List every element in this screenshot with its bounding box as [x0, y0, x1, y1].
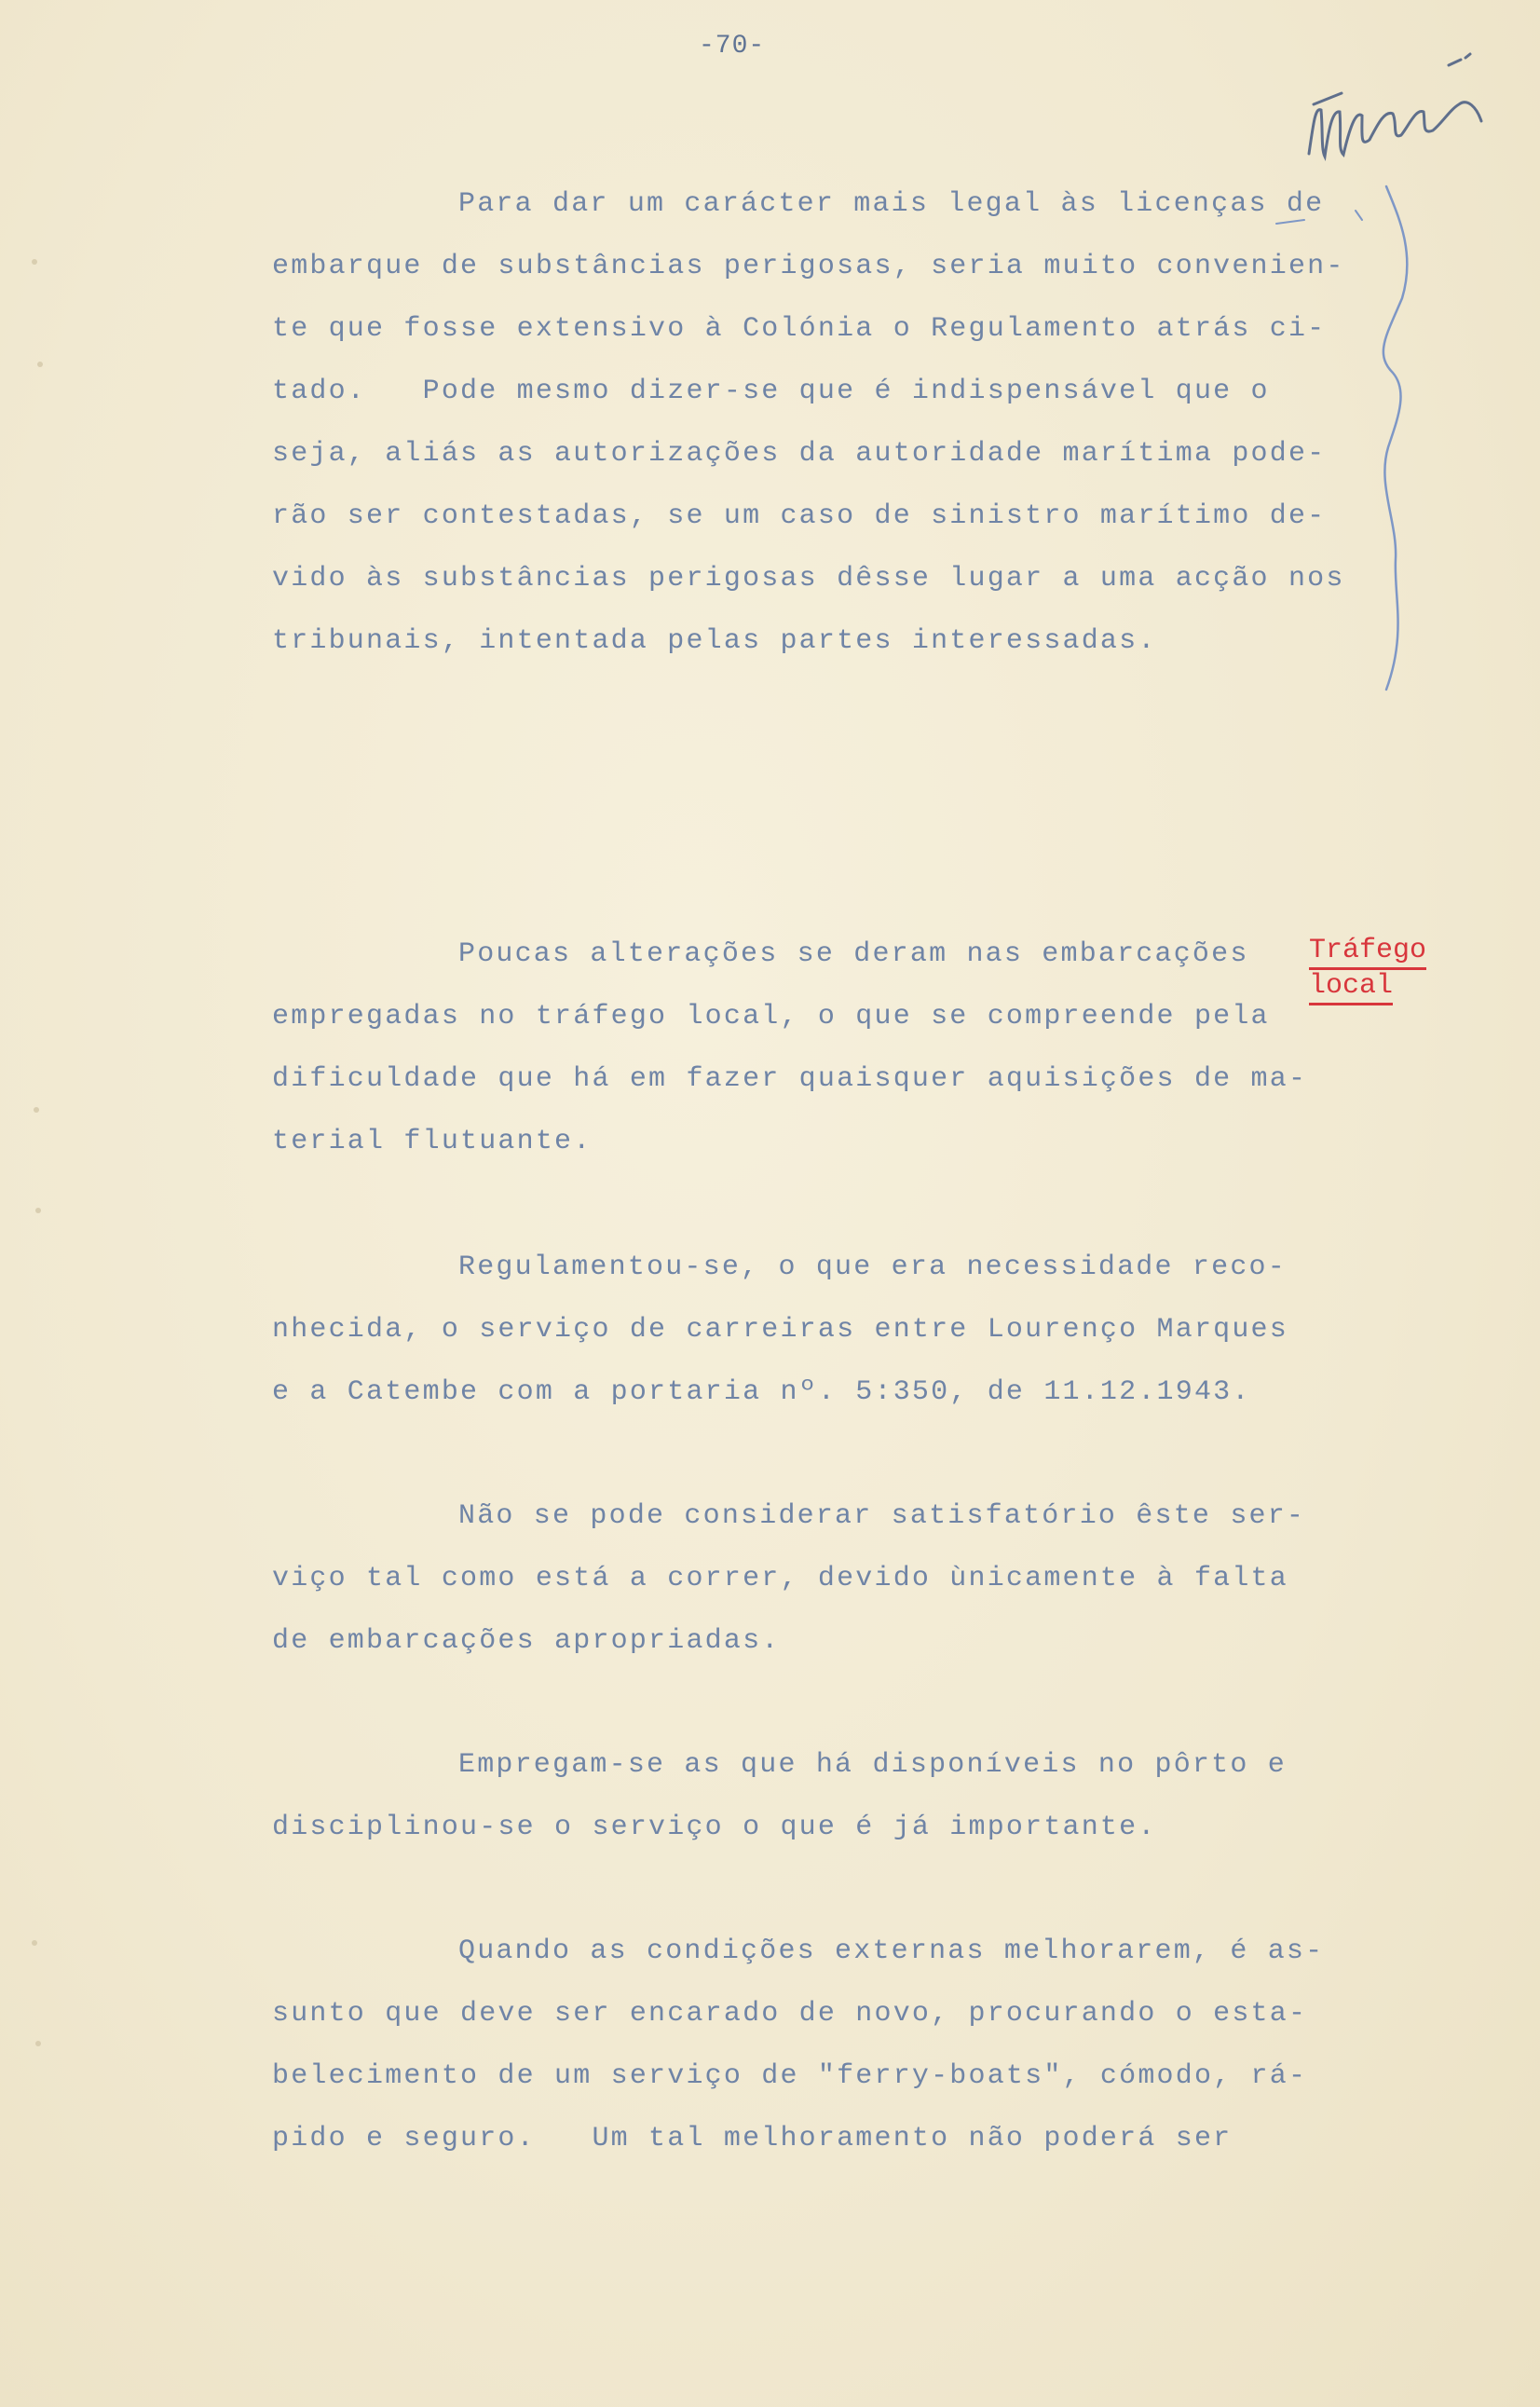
paragraph-1-line-7: vido às substâncias perigosas dêsse lugar a uma acção nos	[272, 563, 1345, 595]
paragraph-1-line-6: rão ser contestadas, se um caso de sinistro marítimo de-	[272, 500, 1327, 532]
paragraph-1-line-3: te que fosse extensivo à Colónia o Regulamento atrás ci-	[272, 313, 1327, 345]
binding-hole	[35, 1208, 41, 1213]
pencil-margin-bracket	[1383, 186, 1407, 690]
paragraph-1-line-5: seja, aliás as autorizações da autoridade marítima pode-	[272, 438, 1327, 470]
binding-hole	[35, 2041, 41, 2046]
paragraph-5-line-2: disciplinou-se o serviço o que é já importante.	[272, 1812, 1157, 1843]
paragraph-1-line-2: embarque de substâncias perigosas, seria muito convenien-	[272, 251, 1345, 282]
margin-note-line-1: Tráfego	[1309, 935, 1426, 970]
margin-note-trafego-local	[1309, 935, 1426, 1005]
paragraph-6-line-2: sunto que deve ser encarado de novo, procurando o esta-	[272, 1998, 1308, 2030]
paragraph-2-line-3: dificuldade que há em fazer quaisquer aquisições de ma-	[272, 1063, 1308, 1095]
paragraph-4-line-1: Não se pode considerar satisfatório êste ser-	[458, 1500, 1306, 1532]
paragraph-2-line-4: terial flutuante.	[272, 1126, 593, 1157]
handwritten-annotations	[0, 0, 1540, 708]
page-number: -70-	[699, 32, 766, 61]
paragraph-2-line-2: empregadas no tráfego local, o que se compreende pela	[272, 1001, 1270, 1033]
pencil-stroke	[1276, 220, 1304, 224]
paragraph-6-line-4: pido e seguro. Um tal melhoramento não poderá ser	[272, 2123, 1233, 2154]
margin-note-line-2: local	[1309, 970, 1393, 1005]
paragraph-6-line-1: Quando as condições externas melhorarem, é as-	[458, 1935, 1325, 1967]
handwritten-initials-signature-icon	[1309, 54, 1481, 157]
paragraph-4-line-2: viço tal como está a correr, devido ùnicamente à falta	[272, 1563, 1288, 1594]
paragraph-6-line-3: belecimento de um serviço de "ferry-boats", cómodo, rá-	[272, 2060, 1308, 2092]
paragraph-4-line-3: de embarcações apropriadas.	[272, 1625, 781, 1657]
paragraph-1-line-8: tribunais, intentada pelas partes interessadas.	[272, 625, 1157, 657]
pencil-stroke	[1356, 211, 1362, 220]
binding-hole	[34, 1107, 39, 1113]
paragraph-1-line-4: tado. Pode mesmo dizer-se que é indispensável que o	[272, 376, 1270, 407]
binding-hole	[32, 1940, 37, 1946]
paragraph-3-line-3: e a Catembe com a portaria nº. 5:350, de 11.12.1943.	[272, 1376, 1251, 1408]
paragraph-2-line-1: Poucas alterações se deram nas embarcações	[458, 938, 1249, 970]
paragraph-3-line-1: Regulamentou-se, o que era necessidade reco-	[458, 1251, 1287, 1283]
paragraph-5-line-1: Empregam-se as que há disponíveis no pôrto e	[458, 1749, 1287, 1781]
paragraph-3-line-2: nhecida, o serviço de carreiras entre Lourenço Marques	[272, 1314, 1288, 1346]
paragraph-1-line-1: Para dar um carácter mais legal às licenças de	[458, 188, 1325, 220]
